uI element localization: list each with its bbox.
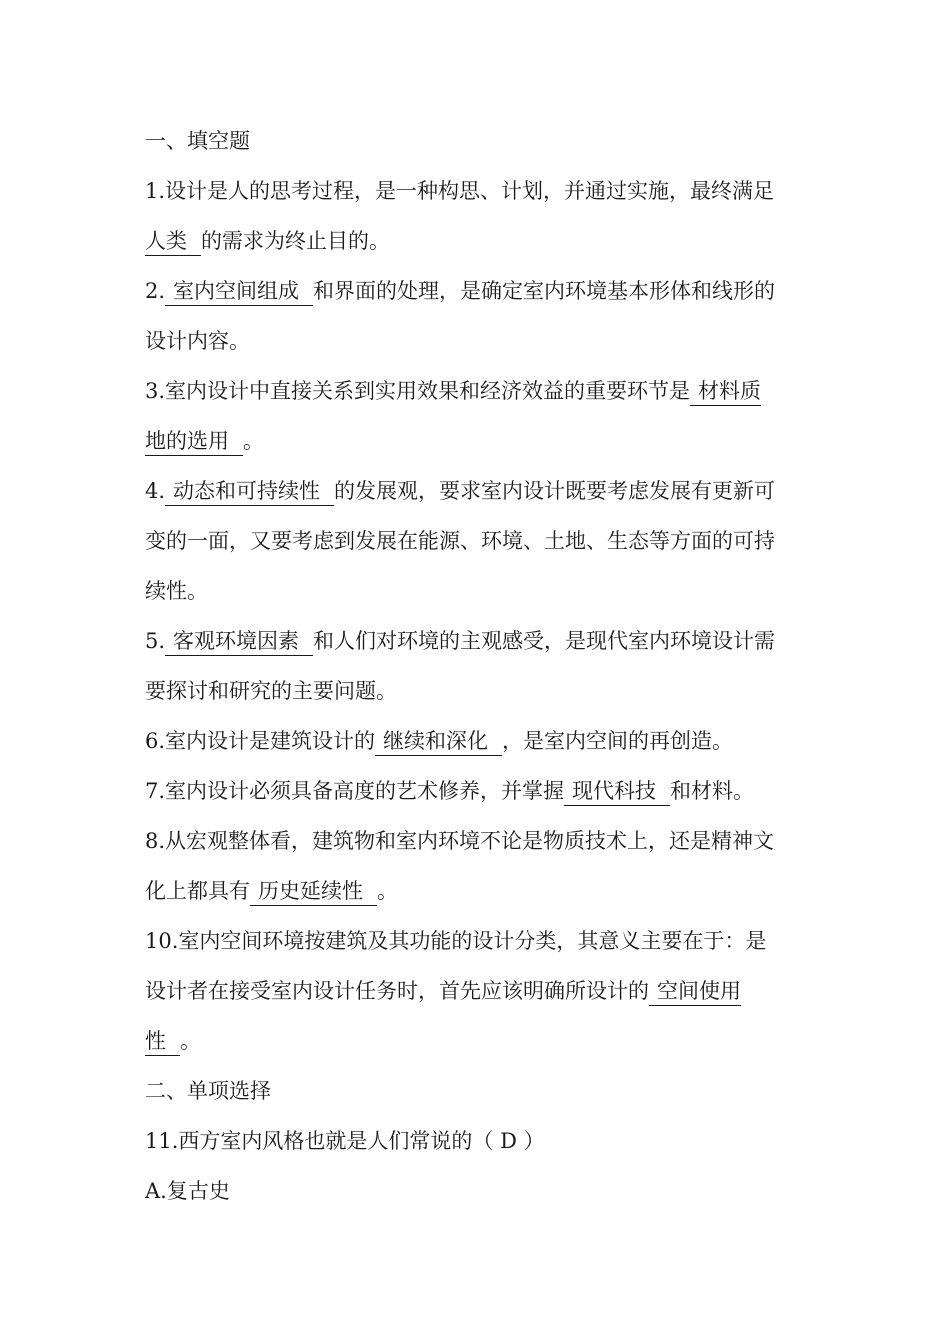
- q8-answer: 历史延续性: [250, 879, 377, 906]
- section-title-single-choice: 二、单项选择: [145, 1079, 271, 1103]
- q1-line2: [145, 216, 810, 266]
- q3-answer-part2: 地的选用: [145, 429, 243, 456]
- q10-text: 设计者在接受室内设计任务时，首先应该明确所设计的: [145, 979, 649, 1003]
- q4-rest: 的发展观，要求室内设计既要考虑发展有更新可: [334, 479, 776, 503]
- q3-line1: [145, 366, 810, 416]
- q8-text: 化上都具有: [145, 879, 250, 903]
- q7-text: 7.室内设计必须具备高度的艺术修养，并掌握: [145, 779, 565, 803]
- q10-line3: [145, 1016, 810, 1066]
- q6-text: 6.室内设计是建筑设计的: [145, 729, 376, 753]
- q5-line2: 要探讨和研究的主要问题。: [145, 679, 397, 703]
- q1-text: 1.设计是人的思考过程，是一种构思、计划，并通过实施，最终满足: [145, 179, 775, 203]
- q10-answer-part2: 性: [145, 1029, 180, 1056]
- q8-line2: [145, 866, 810, 916]
- q4-line3: 续性。: [145, 579, 208, 603]
- q4-answer: 动态和可持续性: [165, 479, 334, 506]
- q6-line: [145, 716, 810, 766]
- q10-line2: [145, 966, 810, 1016]
- q8-line1: 8.从宏观整体看，建筑物和室内环境不论是物质技术上，还是精神文: [145, 829, 775, 853]
- q7-line: [145, 766, 810, 816]
- q1-rest: 的需求为终止目的。: [201, 229, 390, 253]
- section-title-fill-blank: 一、填空题: [145, 129, 250, 153]
- q3-rest: 。: [243, 429, 264, 453]
- q8-rest: 。: [377, 879, 398, 903]
- q7-answer: 现代科技: [564, 779, 670, 806]
- q5-rest: 和人们对环境的主观感受，是现代室内环境设计需: [313, 629, 776, 653]
- q4-prefix: 4.: [145, 479, 166, 503]
- q10-answer-part1: 空间使用: [649, 979, 741, 1006]
- q4-line2: 变的一面，又要考虑到发展在能源、环境、土地、生态等方面的可持: [145, 529, 775, 553]
- q6-answer: 继续和深化: [375, 729, 502, 756]
- q3-text: 3.室内设计中直接关系到实用效果和经济效益的重要环节是: [145, 379, 691, 403]
- document-page: [145, 116, 810, 1216]
- q5-answer: 客观环境因素: [165, 629, 313, 656]
- q2-answer: 室内空间组成: [165, 279, 313, 306]
- q7-rest: 和材料。: [670, 779, 755, 803]
- q6-rest: ，是室内空间的再创造。: [502, 729, 734, 753]
- q1-answer: 人类: [145, 229, 201, 256]
- q2-prefix: 2.: [145, 279, 166, 303]
- q11-option-a: A.复古史: [145, 1179, 230, 1203]
- q1-line1: [145, 166, 810, 216]
- q2-line2: 设计内容。: [145, 329, 250, 353]
- q5-line1: [145, 616, 810, 666]
- q3-answer-part1: 材料质: [690, 379, 761, 406]
- q3-line2: [145, 416, 810, 466]
- q10-line1: 10.室内空间环境按建筑及其功能的设计分类，其意义主要在于：是: [145, 929, 767, 953]
- q2-rest: 和界面的处理，是确定室内环境基本形体和线形的: [313, 279, 776, 303]
- q2-line1: [145, 266, 810, 316]
- q11-line: 11.西方室内风格也就是人们常说的（ D ）: [145, 1129, 545, 1153]
- q10-rest: 。: [180, 1029, 201, 1053]
- q4-line1: [145, 466, 810, 516]
- q5-prefix: 5.: [145, 629, 166, 653]
